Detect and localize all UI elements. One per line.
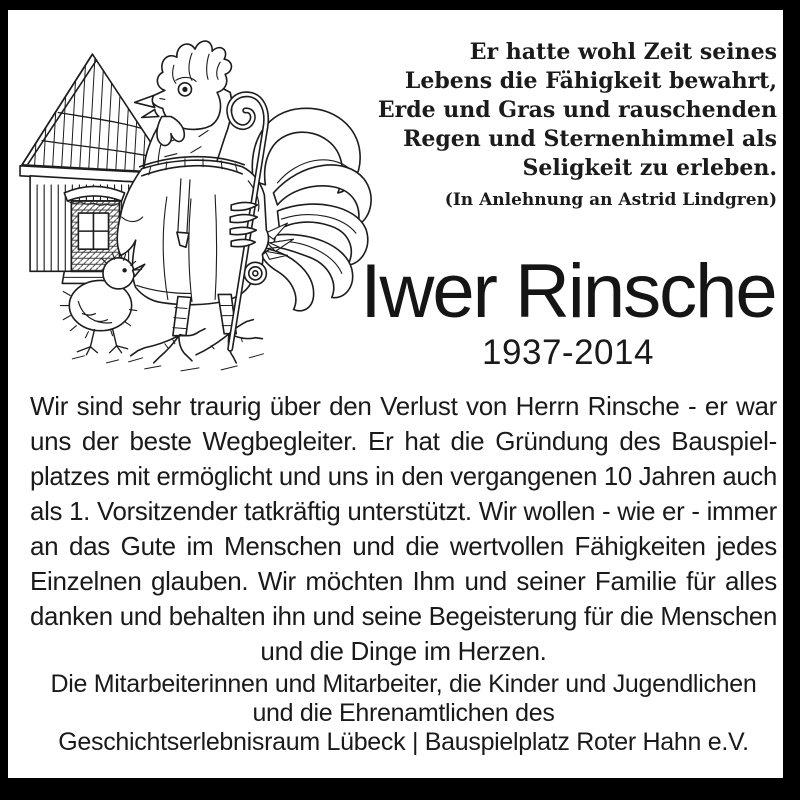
condolence-text — [30, 389, 777, 669]
signature-line: Die Mitarbeiterinnen und Mitarbeiter, die Kinder und Jugendlichen — [50, 670, 757, 698]
condolence-line: an das Gute im Menschen und die wertvollen Fähigkeiten jedes — [30, 531, 777, 561]
memorial-card — [8, 10, 783, 778]
life-years: 1937-2014 — [482, 333, 654, 372]
quote-line: Seligkeit zu erleben. — [522, 155, 777, 181]
condolence-line: als 1. Vorsitzender tatkräftig unterstützt. Wir wollen - wie er - immer — [30, 496, 777, 526]
deceased-name-block — [356, 249, 780, 373]
condolence-line: und die Dinge im Herzen. — [260, 636, 547, 666]
signature-line: und die Ehrenamtlichen des — [252, 699, 555, 727]
quote-line: Lebens die Fähigkeit bewahrt, — [404, 68, 777, 94]
condolence-line: Einzelnen glauben. Wir möchten Ihm und seiner Familie für alles — [30, 566, 777, 596]
condolence-line: platzes mit ermöglicht und uns in den vergangenen 10 Jahren auch — [30, 461, 777, 491]
signature-block — [30, 670, 777, 757]
condolence-line: uns der beste Wegbegleiter. Er hat die Gründung des Bauspiel- — [30, 426, 777, 456]
quote-attribution: (In Anlehnung an Astrid Lindgren) — [444, 190, 777, 210]
condolence-line: danken und behalten ihn und seine Begeisterung für die Menschen — [30, 601, 777, 631]
quote-line: Regen und Sternenhimmel als — [403, 126, 777, 152]
signature-line: Geschichtserlebnisraum Lübeck | Bauspielplatz Roter Hahn e.V. — [58, 728, 749, 756]
quote-line: Er hatte wohl Zeit seines — [469, 39, 777, 65]
rooster-chick-barn-illustration — [14, 32, 378, 382]
quote-block — [337, 38, 777, 213]
condolence-line: Wir sind sehr traurig über den Verlust von Herrn Rinsche - er war — [30, 391, 777, 421]
deceased-name: Iwer Rinsche — [360, 249, 776, 334]
quote-line: Erde und Gras und rauschenden — [377, 97, 777, 123]
